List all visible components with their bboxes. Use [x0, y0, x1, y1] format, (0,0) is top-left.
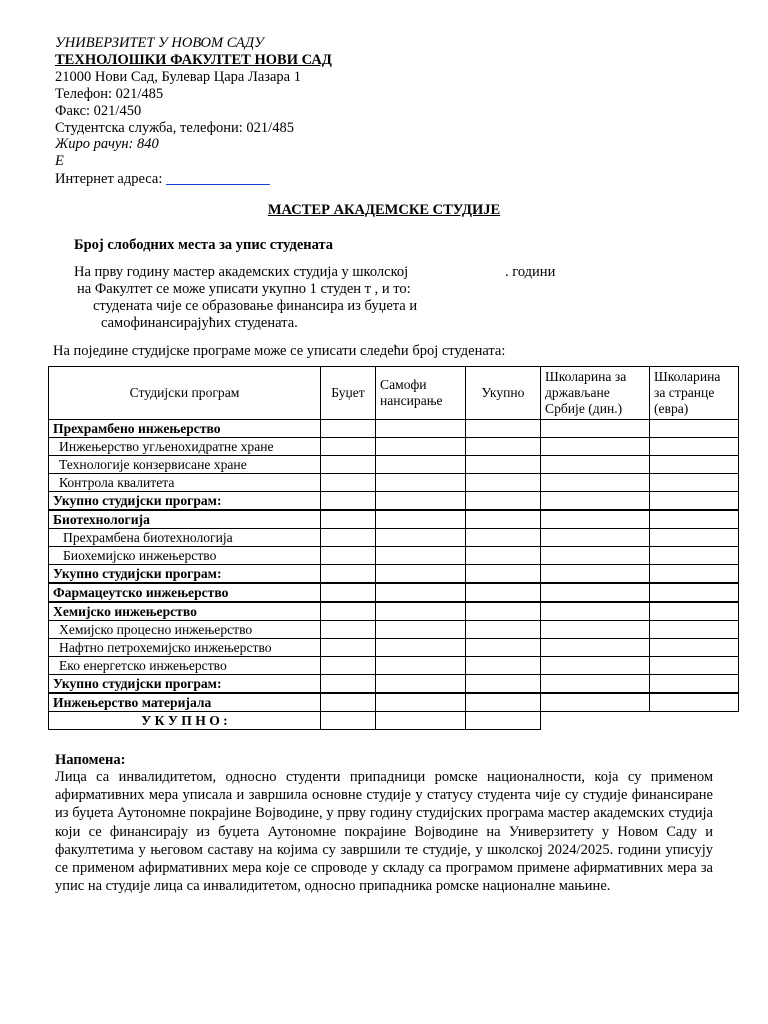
- enrollment-table: [48, 366, 739, 730]
- table-row: [49, 583, 739, 602]
- program-name: Еко енергетско инжењерство: [49, 657, 321, 675]
- program-name: Контрола квалитета: [49, 474, 321, 492]
- table-row: [49, 492, 739, 511]
- subtotal-label: Укупно студијски програм:: [49, 492, 321, 511]
- university-name: УНИВЕРЗИТЕТ У НОВОМ САДУ: [55, 35, 264, 51]
- program-group: Биотехнологија: [49, 510, 321, 529]
- program-group: Фармацеутско инжењерство: [49, 583, 321, 602]
- table-row: [49, 565, 739, 584]
- intro-line-2: на Факултет се може уписати укупно 1 студен т , и то:: [77, 281, 411, 297]
- table-row: [49, 456, 739, 474]
- table-total-row: [49, 712, 739, 730]
- program-name: Нафтно петрохемијско инжењерство: [49, 639, 321, 657]
- phone: Телефон: 021/485: [55, 86, 164, 102]
- col-header-budget: Буџет: [321, 367, 376, 420]
- table-row: [49, 547, 739, 565]
- table-row: [49, 438, 739, 456]
- note-heading: Напомена:: [55, 752, 126, 768]
- address: 21000 Нови Сад, Булевар Цара Лазара 1: [55, 69, 301, 85]
- table-row: [49, 657, 739, 675]
- col-header-tuition-domestic: Школарина за држављане Србије (дин.): [541, 367, 650, 420]
- section-heading: Број слободних места за упис студената: [74, 237, 334, 253]
- intro-line-4: самофинансирајућих студената.: [101, 315, 298, 331]
- intro-line-3: студената чије се образовање финансира из буџета и: [93, 298, 418, 314]
- program-name: Прехрамбена биотехнологија: [49, 529, 321, 547]
- intro-line-1b: . години: [505, 264, 556, 280]
- grand-total-label: У К У П Н О :: [49, 712, 321, 730]
- subtotal-label: Укупно студијски програм:: [49, 565, 321, 584]
- table-row: [49, 675, 739, 694]
- table-row: [49, 693, 739, 712]
- table-row: [49, 474, 739, 492]
- col-header-total: Укупно: [466, 367, 541, 420]
- col-header-program: Студијски програм: [49, 367, 321, 420]
- account: Жиро рачун: 840: [55, 136, 159, 152]
- program-name: Биохемијско инжењерство: [49, 547, 321, 565]
- fax: Факс: 021/450: [55, 103, 142, 119]
- intro-line-1a: На прву годину мастер академских студија у школској: [74, 264, 409, 280]
- col-header-self-financing: Самофи нансирање: [376, 367, 466, 420]
- subtotal-label: Укупно студијски програм:: [49, 675, 321, 694]
- table-row: [49, 420, 739, 438]
- col-header-tuition-foreign: Школарина за странце (евра): [650, 367, 739, 420]
- table-row: [49, 639, 739, 657]
- page-title: МАСТЕР АКАДЕМСКЕ СТУДИЈЕ: [267, 202, 501, 218]
- note-text: Лица са инвалидитетом, односно студенти припадници ромске националности, која су применом афирмативних мера уписала и завршила основне студије у статусу студента чије су студије финансиране из буџета Аутономне покрајине Војводине, у прву годину студијских програма мастер академских студија који се финансирају из буџета Аутономне покрајине Војводине на Универзитету у Новом Саду и факултетима у његовом саставу на којима су завршили те студије, у школској 2024/2025. години уписују се применом афирмативних мера које се спроводе у складу са програмом примене афирмативних мера за упис на студије лица са инвалидитетом, односно припадника ромске националне мањине.: [55, 769, 713, 895]
- web-row: [55, 170, 270, 188]
- program-group: Инжењерство материјала: [49, 693, 321, 712]
- program-name: Инжењерство угљенохидратне хране: [49, 438, 321, 456]
- program-name: Хемијско процесно инжењерство: [49, 621, 321, 639]
- web-label: Интернет адреса:: [55, 171, 163, 187]
- program-group: Прехрамбено инжењерство: [49, 420, 321, 438]
- faculty-name: ТЕХНОЛОШКИ ФАКУЛТЕТ НОВИ САД: [55, 52, 332, 68]
- program-name: Технологије конзервисане хране: [49, 456, 321, 474]
- table-header-row: [49, 367, 739, 420]
- email-label: Е: [55, 153, 64, 169]
- table-row: [49, 529, 739, 547]
- web-link[interactable]: [166, 170, 270, 185]
- student-service: Студентска служба, телефони: 021/485: [55, 120, 294, 136]
- table-row: [49, 621, 739, 639]
- table-row: [49, 510, 739, 529]
- table-row: [49, 602, 739, 621]
- table-intro: На поједине студијске програме може се уписати следећи број студената:: [53, 343, 506, 359]
- program-group: Хемијско инжењерство: [49, 602, 321, 621]
